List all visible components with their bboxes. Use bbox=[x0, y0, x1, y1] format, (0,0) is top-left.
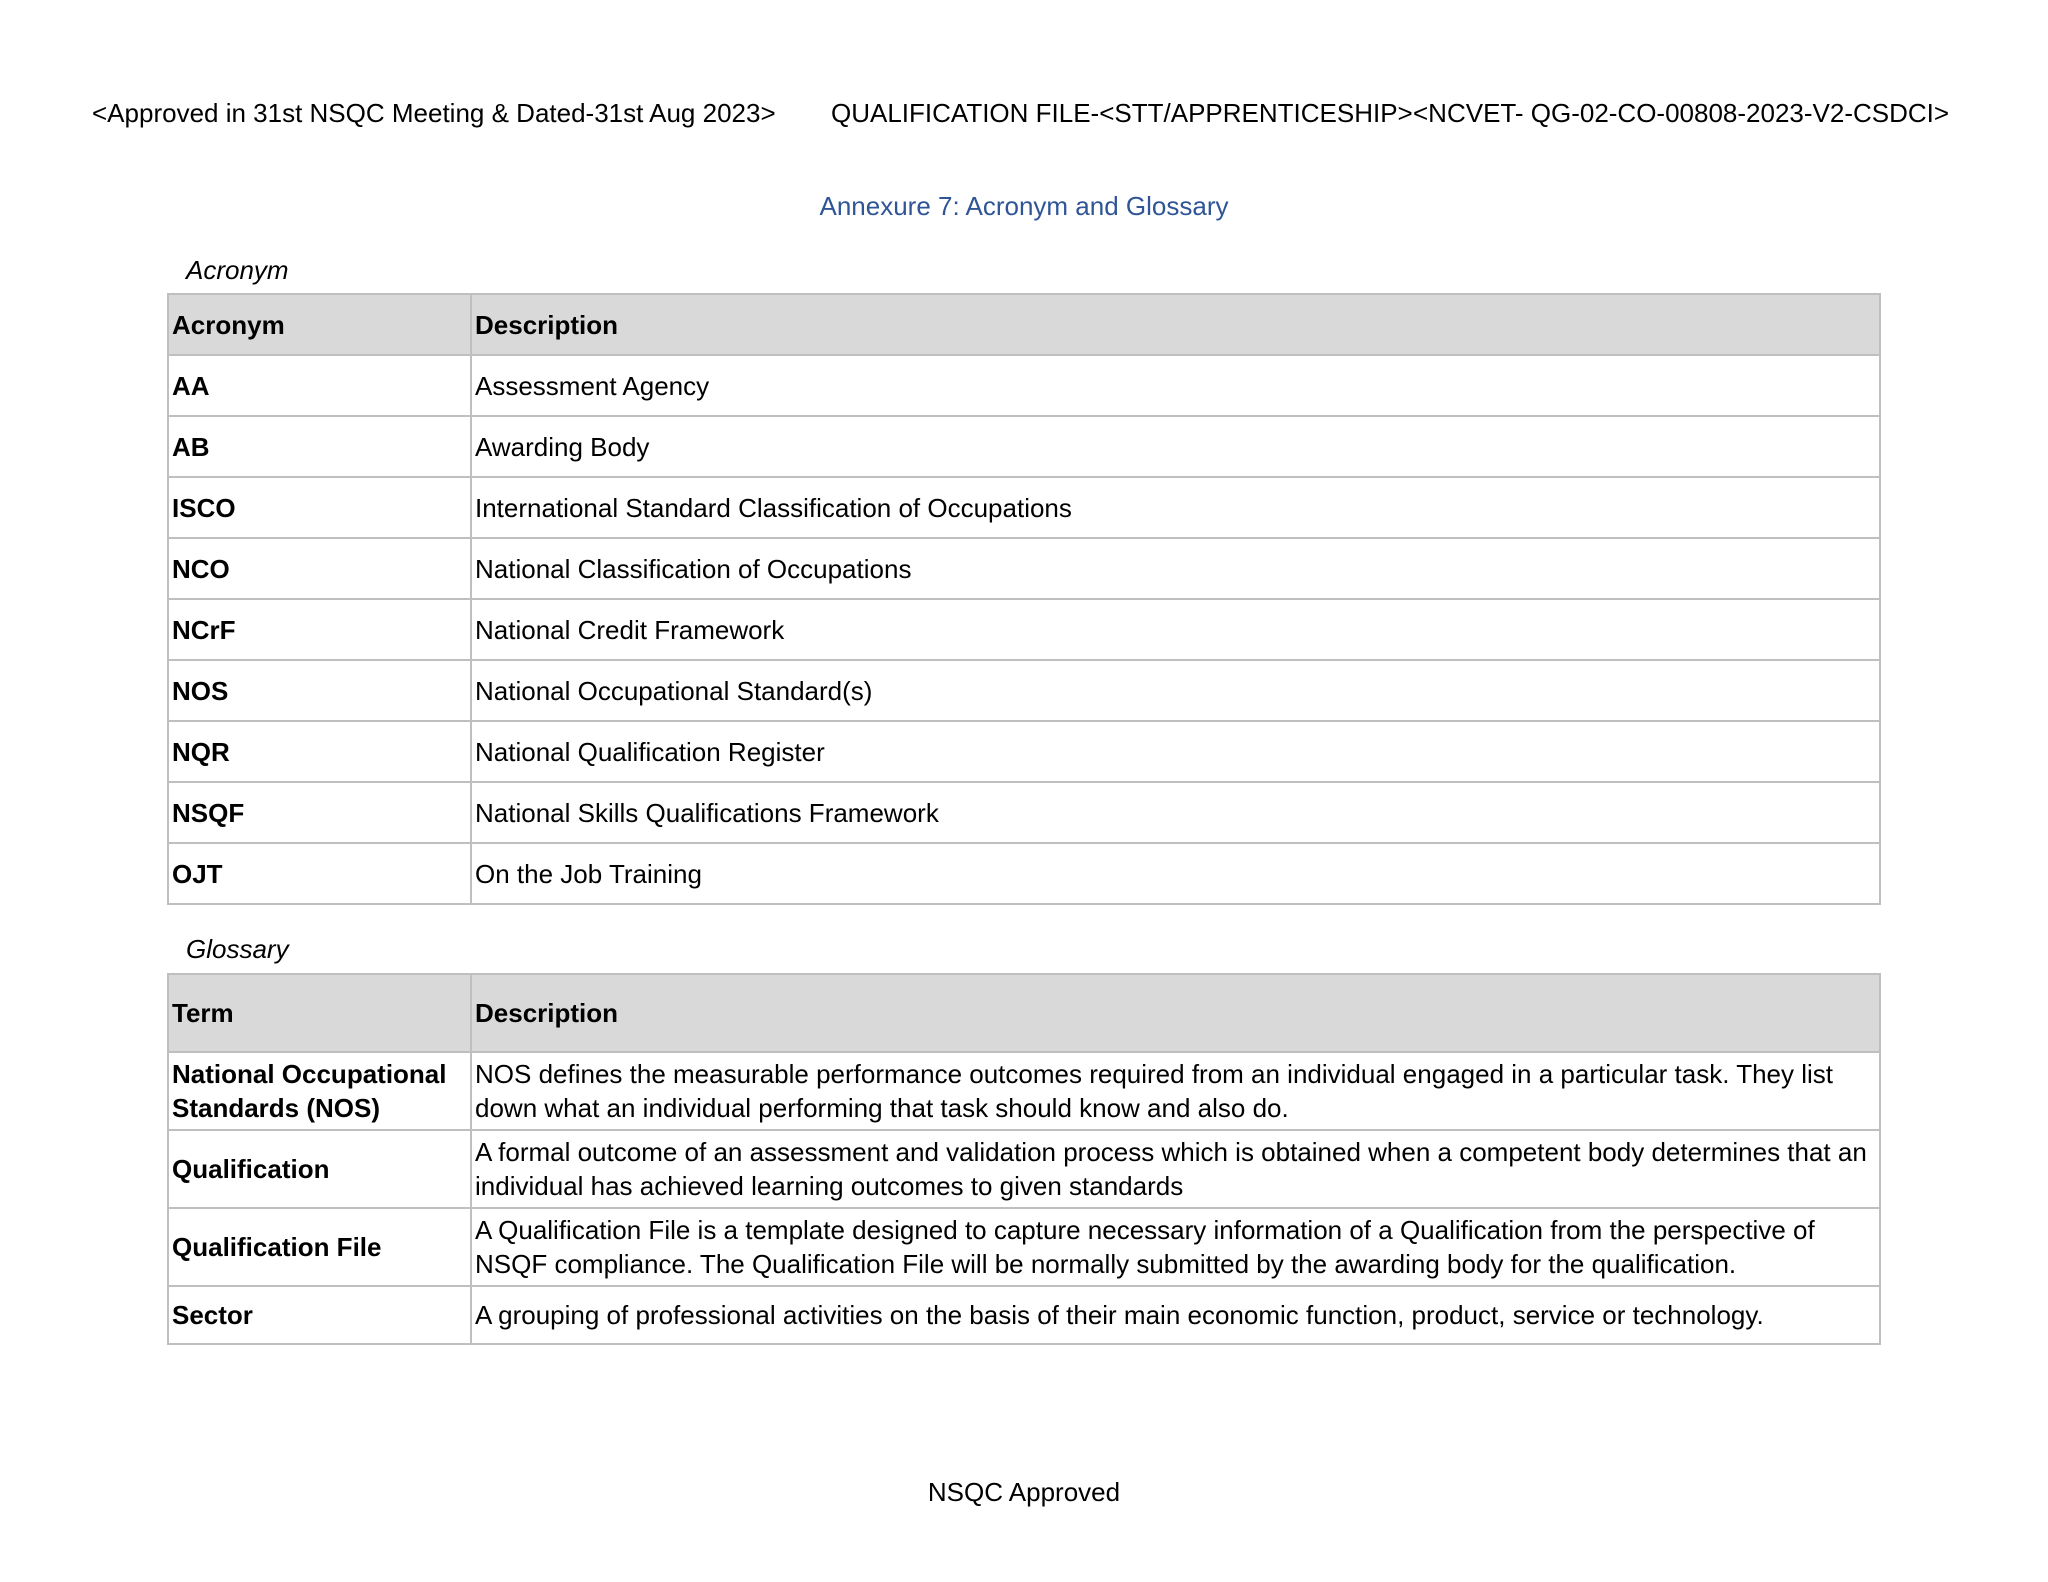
table-row bbox=[168, 1052, 1880, 1130]
description-cell: Assessment Agency bbox=[471, 355, 1880, 416]
table-row bbox=[168, 843, 1880, 904]
header-qualification-file: QUALIFICATION FILE-<STT/APPRENTICESHIP> bbox=[831, 98, 1413, 128]
description-cell: National Credit Framework bbox=[471, 599, 1880, 660]
column-header-description: Description bbox=[471, 294, 1880, 355]
glossary-table bbox=[167, 973, 1881, 1345]
description-cell: International Standard Classification of Occupations bbox=[471, 477, 1880, 538]
table-row bbox=[168, 1286, 1880, 1344]
description-cell: National Qualification Register bbox=[471, 721, 1880, 782]
table-row bbox=[168, 355, 1880, 416]
acronym-table-header-row bbox=[168, 294, 1880, 355]
acronym-table bbox=[167, 293, 1881, 905]
acronym-cell: AA bbox=[168, 355, 471, 416]
description-cell: A grouping of professional activities on the basis of their main economic function, product, service or technology. bbox=[471, 1286, 1880, 1344]
table-row bbox=[168, 782, 1880, 843]
page-footer: NSQC Approved bbox=[927, 1477, 1121, 1507]
description-cell: On the Job Training bbox=[471, 843, 1880, 904]
description-cell: National Skills Qualifications Framework bbox=[471, 782, 1880, 843]
acronym-cell: AB bbox=[168, 416, 471, 477]
column-header-acronym: Acronym bbox=[168, 294, 471, 355]
acronym-cell: NOS bbox=[168, 660, 471, 721]
header-reference-code: <NCVET- QG-02-CO-00808-2023-V2-CSDCI> bbox=[1413, 98, 1950, 128]
description-cell: A formal outcome of an assessment and validation process which is obtained when a competent body determines that an individual has achieved learning outcomes to given standards bbox=[471, 1130, 1880, 1208]
table-row bbox=[168, 538, 1880, 599]
glossary-term-cell: National Occupational Standards (NOS) bbox=[168, 1052, 471, 1130]
acronym-cell: NQR bbox=[168, 721, 471, 782]
annexure-title: Annexure 7: Acronym and Glossary bbox=[819, 191, 1229, 221]
description-cell: NOS defines the measurable performance outcomes required from an individual engaged in a particular task. They list down what an individual performing that task should know and also do. bbox=[471, 1052, 1880, 1130]
table-row bbox=[168, 477, 1880, 538]
acronym-cell: ISCO bbox=[168, 477, 471, 538]
acronym-section-caption: Acronym bbox=[186, 255, 289, 285]
table-row bbox=[168, 1130, 1880, 1208]
glossary-term-cell: Qualification bbox=[168, 1130, 471, 1208]
acronym-cell: NCO bbox=[168, 538, 471, 599]
glossary-term-cell: Qualification File bbox=[168, 1208, 471, 1286]
table-row bbox=[168, 599, 1880, 660]
column-header-description: Description bbox=[471, 974, 1880, 1052]
table-row bbox=[168, 416, 1880, 477]
table-row bbox=[168, 1208, 1880, 1286]
acronym-cell: NCrF bbox=[168, 599, 471, 660]
column-header-term: Term bbox=[168, 974, 471, 1052]
acronym-cell: OJT bbox=[168, 843, 471, 904]
description-cell: National Classification of Occupations bbox=[471, 538, 1880, 599]
glossary-term-cell: Sector bbox=[168, 1286, 471, 1344]
acronym-cell: NSQF bbox=[168, 782, 471, 843]
header-approval-note: <Approved in 31st NSQC Meeting & Dated-31st Aug 2023> bbox=[92, 98, 776, 128]
glossary-table-header-row bbox=[168, 974, 1880, 1052]
table-row bbox=[168, 721, 1880, 782]
description-cell: National Occupational Standard(s) bbox=[471, 660, 1880, 721]
table-row bbox=[168, 660, 1880, 721]
description-cell: Awarding Body bbox=[471, 416, 1880, 477]
description-cell: A Qualification File is a template designed to capture necessary information of a Qualification from the perspective of NSQF compliance. The Qualification File will be normally submitted by the awarding body for the qualification. bbox=[471, 1208, 1880, 1286]
glossary-section-caption: Glossary bbox=[186, 934, 289, 964]
